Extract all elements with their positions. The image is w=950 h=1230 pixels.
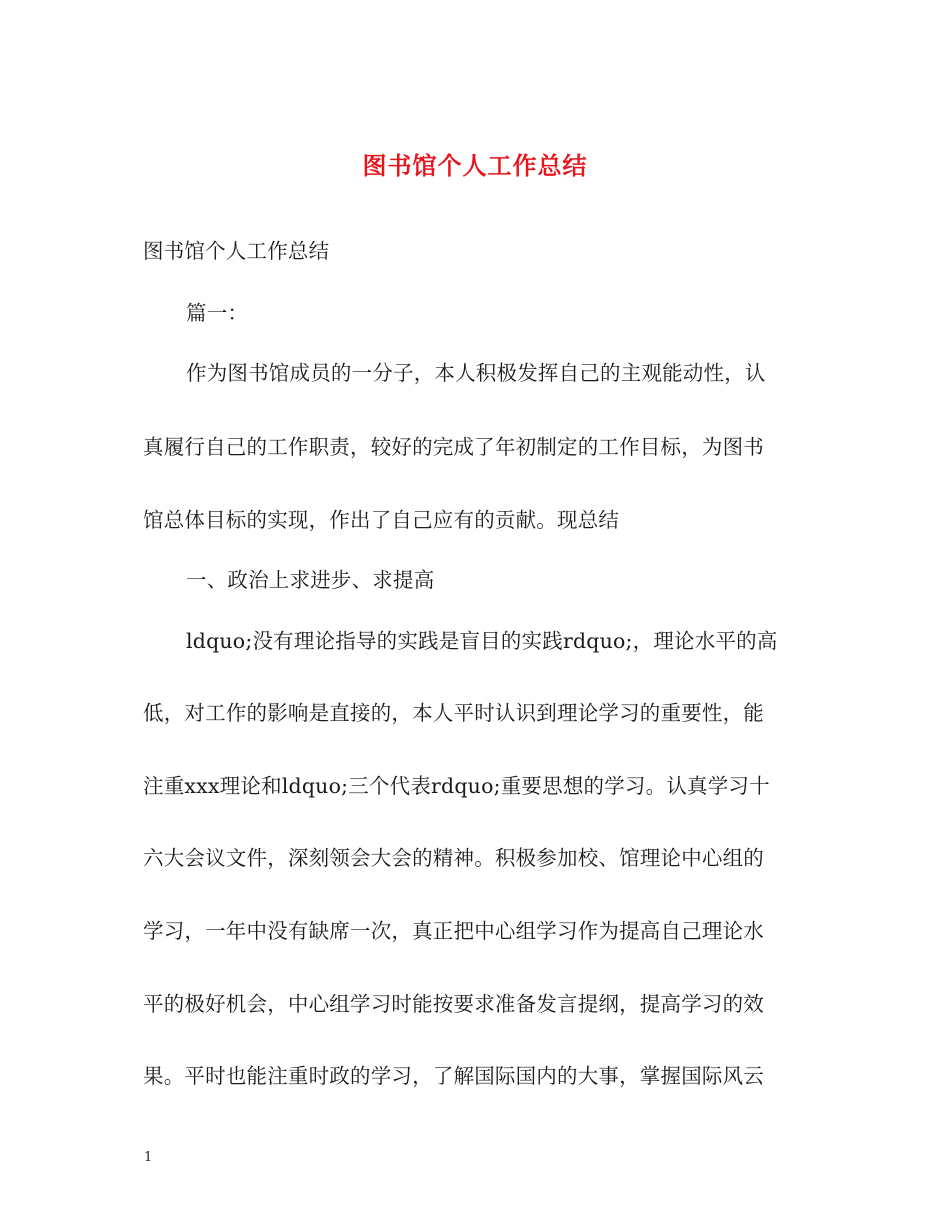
page-number: 1 <box>144 1150 153 1165</box>
paragraph-line: 果。平时也能注重时政的学习，了解国际国内的大事，掌握国际风云 <box>143 1064 764 1088</box>
section-label: 篇一： <box>186 301 249 325</box>
paragraph-line: 学习，一年中没有缺席一次，真正把中心组学习作为提高自己理论水 <box>143 919 764 943</box>
document-title: 图书馆个人工作总结 <box>362 151 588 180</box>
paragraph-line: 馆总体目标的实现，作出了自己应有的贡献。现总结 <box>143 508 620 532</box>
document-heading: 图书馆个人工作总结 <box>143 239 330 263</box>
paragraph-line: 注重xxx理论和ldquo;三个代表rdquo;重要思想的学习。认真学习十 <box>143 774 770 798</box>
paragraph-line: 作为图书馆成员的一分子，本人积极发挥自己的主观能动性，认 <box>186 361 766 385</box>
paragraph-line: 平的极好机会，中心组学习时能按要求准备发言提纲，提高学习的效 <box>143 992 764 1016</box>
paragraph-line: ldquo;没有理论指导的实践是盲目的实践rdquo;，理论水平的高 <box>186 629 778 653</box>
paragraph-line: 低，对工作的影响是直接的，本人平时认识到理论学习的重要性，能 <box>143 701 764 725</box>
subheading: 一、政治上求进步、求提高 <box>186 568 435 592</box>
paragraph-line: 真履行自己的工作职责，较好的完成了年初制定的工作目标，为图书 <box>143 435 764 459</box>
paragraph-line: 六大会议文件，深刻领会大会的精神。积极参加校、馆理论中心组的 <box>143 846 764 870</box>
